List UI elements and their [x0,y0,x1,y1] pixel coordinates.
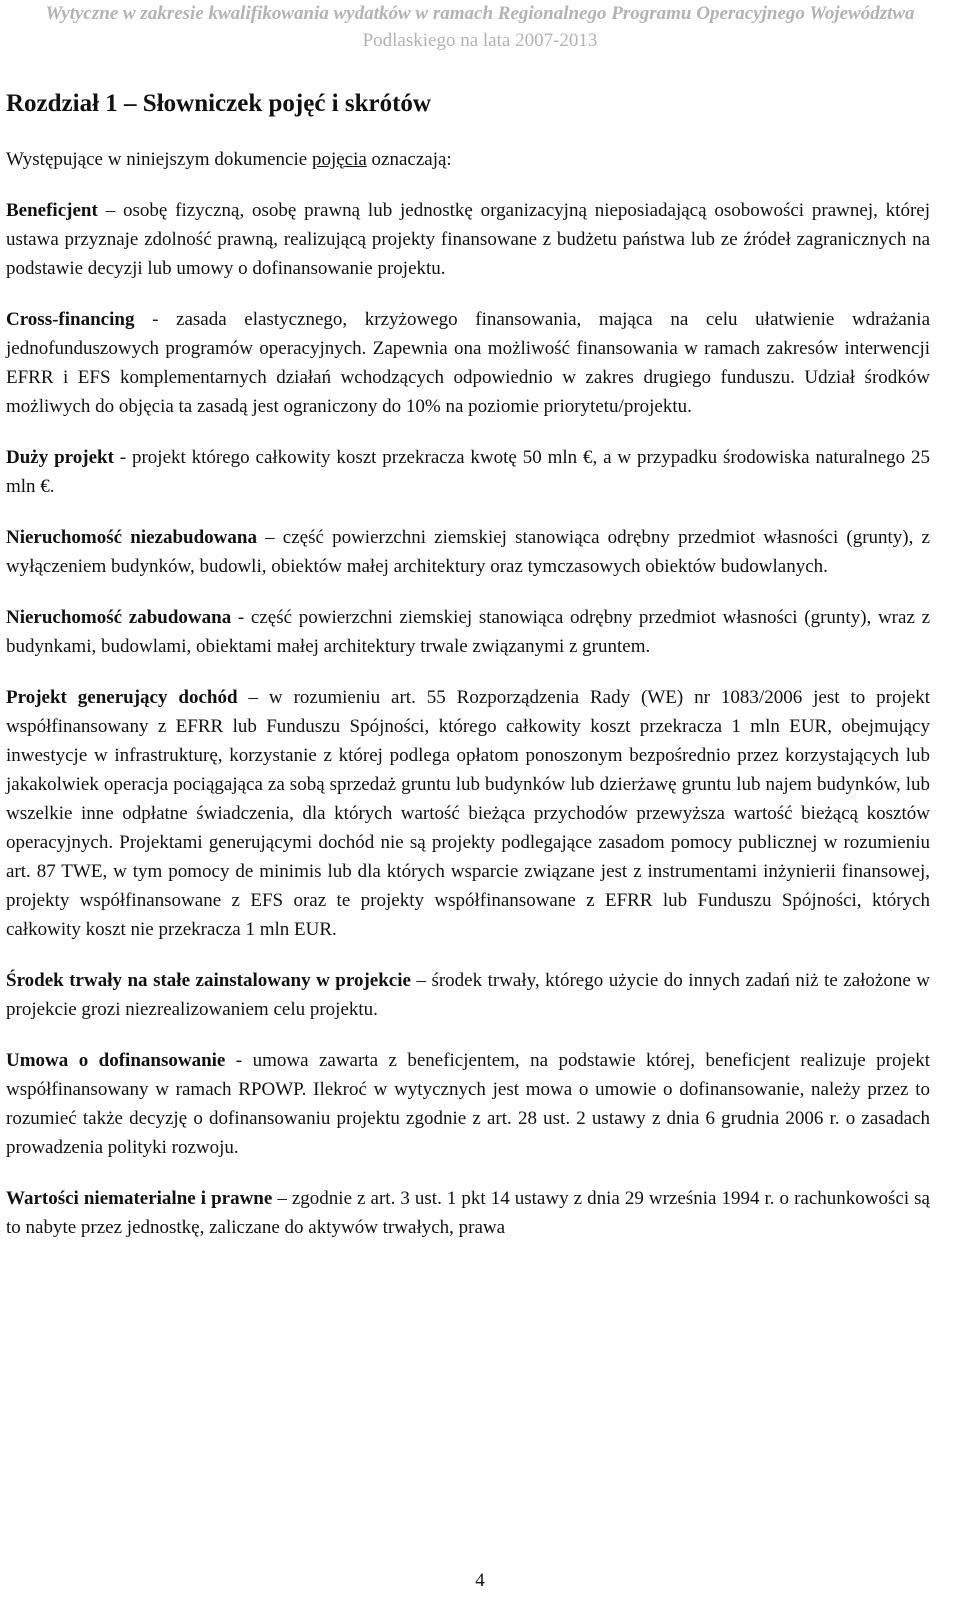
definition-term: Cross-financing [6,309,135,330]
definition-nieruchomosc-niezabudowana [6,523,930,581]
definition-term: Środek trwały na stałe zainstalowany w projekcie [6,970,411,991]
intro-paragraph [6,145,930,174]
definition-term: Nieruchomość zabudowana [6,607,232,628]
header-line-1: Wytyczne w zakresie kwalifikowania wydatków w ramach Regionalnego Programu Operacyjnego Województwa [45,3,915,24]
definition-text: - zasada elastycznego, krzyżowego finansowania, mająca na celu ułatwienie wdrażania jednofunduszowych programów operacyjnych. Zapewnia ona możliwość finansowania w ramach zakresów interwencji EFRR i EFS komplementarnych działań wchodzących odpowiednio w zakres drugiego funduszu. Udział środków możliwych do objęcia ta zasadą jest ograniczony do 10% na poziomie priorytetu/projektu. [6,309,930,417]
definition-text: – środek trwały, którego użycie do innych zadań niż te założone w projekcie grozi niezrealizowaniem celu projektu. [6,970,930,1020]
definition-text: – część powierzchni ziemskiej stanowiąca odrębny przedmiot własności (grunty), z wyłączeniem budynków, budowli, obiektów małej architektury oraz tymczasowych obiektów budowlanych. [6,527,930,577]
definition-umowa-o-dofinansowanie [6,1046,930,1162]
definition-term: Projekt generujący dochód [6,687,238,708]
chapter-title: Rozdział 1 – Słowniczek pojęć i skrótów [6,90,431,117]
definition-text: – w rozumieniu art. 55 Rozporządzenia Rady (WE) nr 1083/2006 jest to projekt współfinansowany z EFRR lub Funduszu Spójności, którego całkowity koszt przekracza 1 mln EUR, obejmujący inwestycje w infrastrukturę, korzystanie z której podlega opłatom ponoszonym bezpośrednio przez korzystających lub jakakolwiek operacja pociągająca za sobą sprzedaż gruntu lub budynków lub dzierżawę gruntu lub najem budynków, lub wszelkie inne odpłatne świadczenia, dla których wartość bieżąca przychodów przewyższa wartość bieżącą kosztów operacyjnych. Projektami generującymi dochód nie są projekty podlegające zasadom pomocy publicznej w rozumieniu art. 87 TWE, w tym pomocy de minimis lub dla których wsparcie związane jest z instrumentami inżynierii finansowej, projekty współfinansowane z EFS oraz te projekty współfinansowane z EFRR lub Funduszu Spójności, których całkowity koszt nie przekracza 1 mln EUR. [6,687,930,940]
definition-text: - część powierzchni ziemskiej stanowiąca odrębny przedmiot własności (grunty), wraz z budynkami, budowlami, obiektami małej architektury trwale związanymi z gruntem. [6,607,931,657]
definition-text: – osobę fizyczną, osobę prawną lub jednostkę organizacyjną nieposiadającą osobowości prawnej, której ustawa przyznaje zdolność prawną, realizującą projekty finansowane z budżetu państwa lub ze źródeł zagranicznych na podstawie decyzji lub umowy o dofinansowanie projektu. [6,200,930,279]
intro-text-underlined: pojęcia [311,149,367,170]
definition-beneficjent [6,196,930,283]
definition-term: Nieruchomość niezabudowana [6,527,257,548]
definition-wartosci-niematerialne [6,1184,930,1242]
header-line-2: Podlaskiego na lata 2007-2013 [362,30,598,51]
definition-cross-financing [6,305,930,421]
definition-text: – zgodnie z art. 3 ust. 1 pkt 14 ustawy z dnia 29 września 1994 r. o rachunkowości są to nabyte przez jednostkę, zaliczane do aktywów trwałych, prawa [6,1188,930,1238]
definition-srodek-trwaly [6,966,930,1024]
definition-term: Wartości niematerialne i prawne [6,1188,273,1209]
intro-text-after: oznaczają: [366,149,452,170]
definition-term: Duży projekt [6,447,114,468]
definition-duzy-projekt [6,443,930,501]
definition-term: Umowa o dofinansowanie [6,1050,226,1071]
document-body [6,88,930,1264]
page-number: 4 [475,1570,485,1591]
intro-text-before: Występujące w niniejszym dokumencie [6,149,312,170]
definition-term: Beneficjent [6,200,98,221]
definition-text: - umowa zawarta z beneficjentem, na podstawie której, beneficjent realizuje projekt współfinansowany w ramach RPOWP. Ilekroć w wytycznych jest mowa o umowie o dofinansowanie, należy przez to rozumieć także decyzję o dofinansowaniu projektu zgodnie z art. 28 ust. 2 ustawy z dnia 6 grudnia 2006 r. o zasadach prowadzenia polityki rozwoju. [6,1050,930,1158]
definition-projekt-generujacy-dochod [6,683,930,944]
definition-text: - projekt którego całkowity koszt przekracza kwotę 50 mln €, a w przypadku środowiska naturalnego 25 mln €. [6,447,930,497]
definition-nieruchomosc-zabudowana [6,603,930,661]
document-header [0,0,960,54]
